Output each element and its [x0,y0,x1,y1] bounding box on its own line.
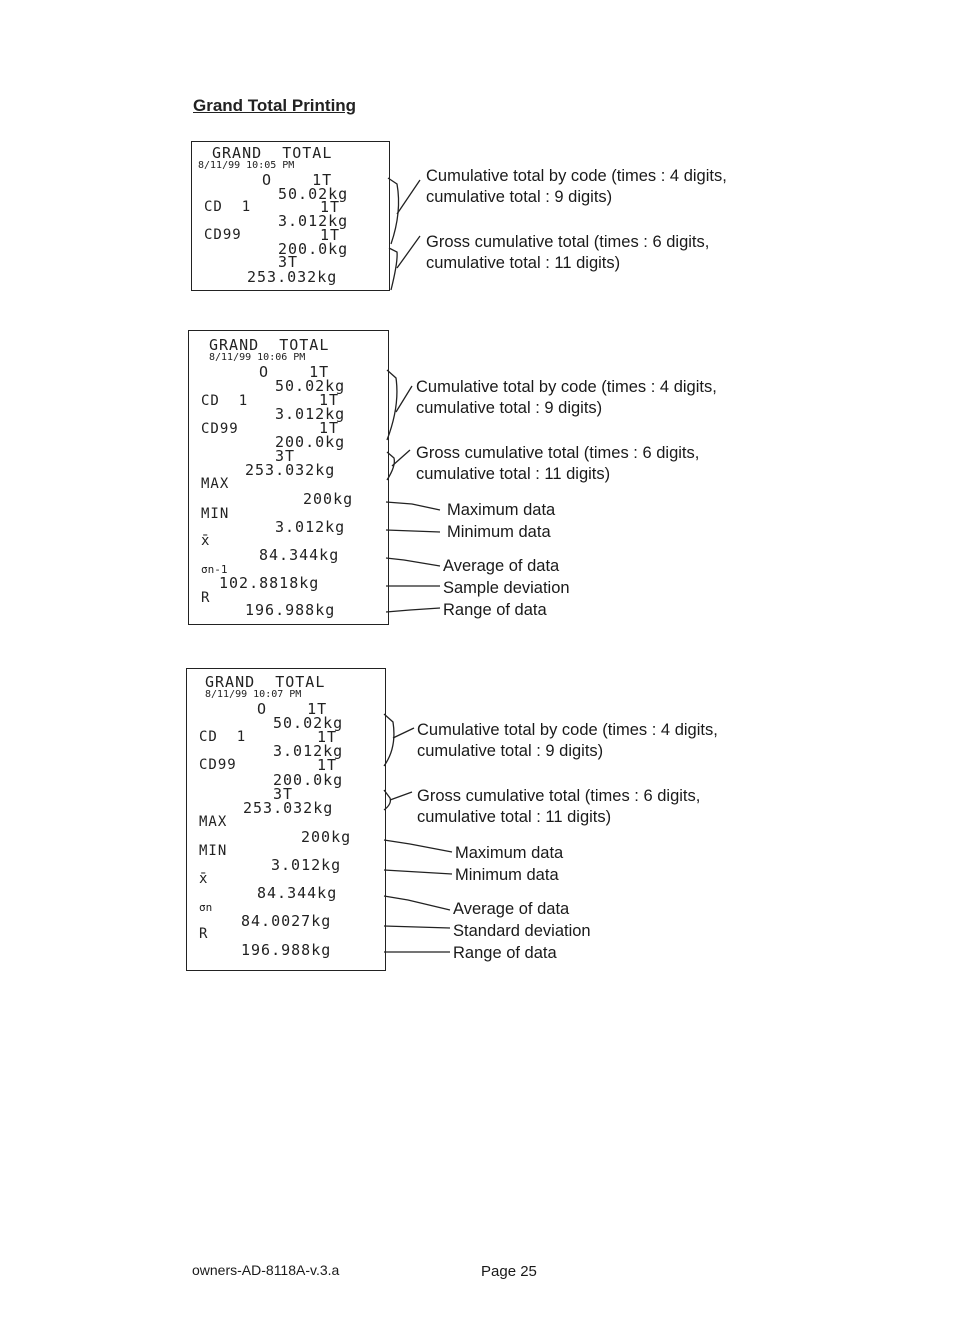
cd99-count: 1T [320,226,341,244]
max-label: MAX [199,814,228,830]
cd1-label: CD 1 [199,729,247,745]
min-value: 3.012kg [271,856,342,874]
cd99-value: 200.0kg [275,433,346,451]
annotation-line: Cumulative total by code (times : 4 digits, [426,167,727,185]
total-value: 253.032kg [243,799,334,817]
annotation-line: Gross cumulative total (times : 6 digits, [416,444,700,462]
cd1-label: CD 1 [201,393,249,409]
cd1-count: 1T [317,728,338,746]
annotation-max: Maximum data [455,844,564,862]
range-label: R [199,926,209,942]
annotation-by-code [417,720,718,762]
printout-header: GRAND TOTAL [209,336,330,354]
annotation-line: Gross cumulative total (times : 6 digits, [426,233,710,251]
min-label: MIN [201,506,230,522]
avg-value: 84.344kg [259,546,340,564]
annotation-avg: Average of data [443,557,560,575]
sample-dev-label: σn-1 [201,563,228,576]
cd99-label: CD99 [199,757,237,773]
printout-header: GRAND TOTAL [212,144,333,162]
printout-datetime: 8/11/99 10:06 PM [209,352,306,363]
cd1-value: 3.012kg [275,405,346,423]
printout-header: GRAND TOTAL [205,673,326,691]
annotation-min: Minimum data [447,523,551,541]
footer-document-id: owners-AD-8118A-v.3.a [192,1262,340,1278]
code0-value: 50.02kg [278,185,349,203]
annotation-std-dev: Standard deviation [453,922,591,940]
code0-count: O 1T [257,700,328,718]
annotation-line: cumulative total : 11 digits) [426,254,621,272]
annotation-max: Maximum data [447,501,556,519]
annotation-line: Cumulative total by code (times : 4 digits, [416,378,717,396]
annotation-line: cumulative total : 9 digits) [417,742,604,760]
avg-label: x̄ [199,871,209,887]
cd1-value: 3.012kg [273,742,344,760]
cd99-value: 200.0kg [273,771,344,789]
cd1-label: CD 1 [204,199,252,215]
code0-count: O 1T [259,363,330,381]
avg-label: x̄ [201,533,211,549]
cd99-count: 1T [319,419,340,437]
std-dev-value: 84.0027kg [241,912,332,930]
annotation-sample-dev: Sample deviation [443,579,570,597]
range-label: R [201,590,211,606]
total-value: 253.032kg [247,268,338,286]
printout-datetime: 8/11/99 10:05 PM [198,160,295,171]
code0-value: 50.02kg [275,377,346,395]
annotation-range: Range of data [453,944,557,962]
cd99-value: 200.0kg [278,240,349,258]
annotation-gross [417,786,700,828]
annotation-line: cumulative total : 11 digits) [416,465,611,483]
range-value: 196.988kg [245,601,336,619]
max-value: 200kg [301,828,352,846]
sample-dev-value: 102.8818kg [219,574,320,592]
annotation-line: cumulative total : 9 digits) [416,399,603,417]
cd1-value: 3.012kg [278,212,349,230]
total-count: 3T [273,785,294,803]
cd99-label: CD99 [204,227,242,243]
std-dev-label: σn [199,901,213,914]
annotation-min: Minimum data [455,866,559,884]
annotation-line: Gross cumulative total (times : 6 digits, [417,787,701,805]
footer-page-number: Page 25 [481,1263,537,1280]
annotation-avg: Average of data [453,900,570,918]
code0-count: O 1T [262,171,333,189]
printout-datetime: 8/11/99 10:07 PM [205,689,302,700]
code0-value: 50.02kg [273,714,344,732]
cd99-label: CD99 [201,421,239,437]
min-value: 3.012kg [275,518,346,536]
cd1-count: 1T [320,198,341,216]
total-count: 3T [278,253,299,271]
annotation-line: cumulative total : 9 digits) [426,188,613,206]
page-title: Grand Total Printing [193,96,357,115]
min-label: MIN [199,843,228,859]
cd99-count: 1T [317,756,338,774]
max-label: MAX [201,476,230,492]
max-value: 200kg [303,490,354,508]
annotation-line: cumulative total : 11 digits) [417,808,612,826]
annotation-range: Range of data [443,601,547,619]
avg-value: 84.344kg [257,884,338,902]
total-value: 253.032kg [245,461,336,479]
range-value: 196.988kg [241,941,332,959]
annotation-line: Cumulative total by code (times : 4 digits, [417,721,718,739]
total-count: 3T [275,447,296,465]
cd1-count: 1T [319,391,340,409]
